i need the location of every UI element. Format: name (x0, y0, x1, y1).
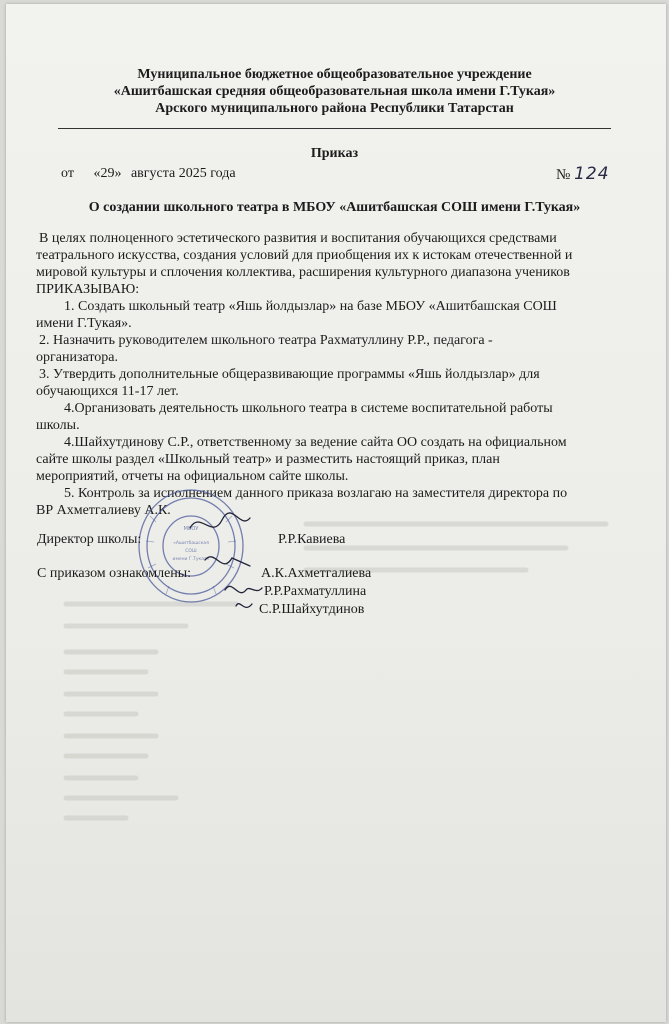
item-4-line: школы. (36, 418, 80, 433)
item-3-line: 3. Утвердить дополнительные общеразвивающие программы «Яшь йолдызлар» для (39, 367, 540, 382)
school-header (6, 66, 666, 117)
item-1-line: имени Г.Тукая». (36, 316, 132, 331)
acquainted-name: Р.Р.Рахматуллина (264, 584, 367, 599)
date-rest: августа 2025 года (130, 166, 236, 181)
order-date (61, 166, 242, 182)
document-page (6, 4, 666, 1022)
item-5-line: 4.Шайхутдинову С.Р., ответственному за ведение сайта ОО создать на официальном (64, 435, 567, 450)
header-line-2: «Ашитбашская средняя общеобразовательная школа имени Г.Тукая» (113, 84, 556, 99)
svg-text:СОШ: СОШ (185, 549, 197, 554)
item-5-line: сайте школы раздел «Школьный театр» и разместить настоящий приказ, план (36, 452, 500, 467)
preamble-line: В целях полноценного эстетического развития и воспитания обучающихся средствами (39, 231, 557, 246)
acquainted-label: С приказом ознакомлены: (37, 566, 192, 581)
item-2-line: организатора. (36, 350, 118, 365)
director-name: Р.Р.Кавиева (278, 532, 346, 547)
item-5-line: мероприятий, отчеты на официальном сайте школы. (36, 469, 349, 484)
header-line-3: Арского муниципального района Республики Татарстан (155, 101, 514, 116)
handwritten-number: 124 (574, 164, 610, 184)
svg-text:«Ашитбашская: «Ашитбашская (173, 541, 209, 546)
item-3-line: обучающихся 11-17 лет. (36, 384, 179, 399)
order-number (556, 164, 610, 184)
svg-text:имени Г.Тукая»: имени Г.Тукая» (172, 557, 210, 562)
order-subject: О создании школьного театра в МБОУ «Ашитбашская СОШ имени Г.Тукая» (88, 200, 581, 215)
order-body (36, 230, 618, 519)
svg-text:МБОУ: МБОУ (183, 526, 199, 532)
acquainted-name: С.Р.Шайхутдинов (259, 602, 365, 617)
header-divider (58, 128, 611, 129)
date-prefix: от (61, 166, 74, 181)
preamble-line: ПРИКАЗЫВАЮ: (36, 282, 140, 297)
number-sign: № (556, 167, 571, 183)
date-day: «29» (93, 166, 122, 181)
acquainted-name: А.К.Ахметгалиева (261, 566, 372, 581)
school-stamp (136, 486, 246, 606)
item-2-line: 2. Назначить руководителем школьного театра Рахматуллину Р.Р., педагога - (39, 333, 493, 348)
preamble-line: театрального искусства, создания условий для приобщения их к истокам отечественной и (36, 248, 573, 263)
item-4-line: 4.Организовать деятельность школьного театра в системе воспитательной работы (64, 401, 553, 416)
director-label: Директор школы: (37, 532, 142, 547)
header-line-1: Муниципальное бюджетное общеобразовательное учреждение (137, 67, 532, 82)
preamble-line: мировой культуры и сплочения коллектива, расширения культурного диапазона учеников (36, 265, 570, 280)
item-6-line: 5. Контроль за исполнением данного приказа возлагаю на заместителя директора по (64, 486, 568, 501)
order-title: Приказ (310, 146, 359, 161)
item-1-line: 1. Создать школьный театр «Яшь йолдызлар» на базе МБОУ «Ашитбашская СОШ (64, 299, 557, 314)
item-6-line: ВР Ахметгалиеву А.К. (36, 503, 171, 518)
